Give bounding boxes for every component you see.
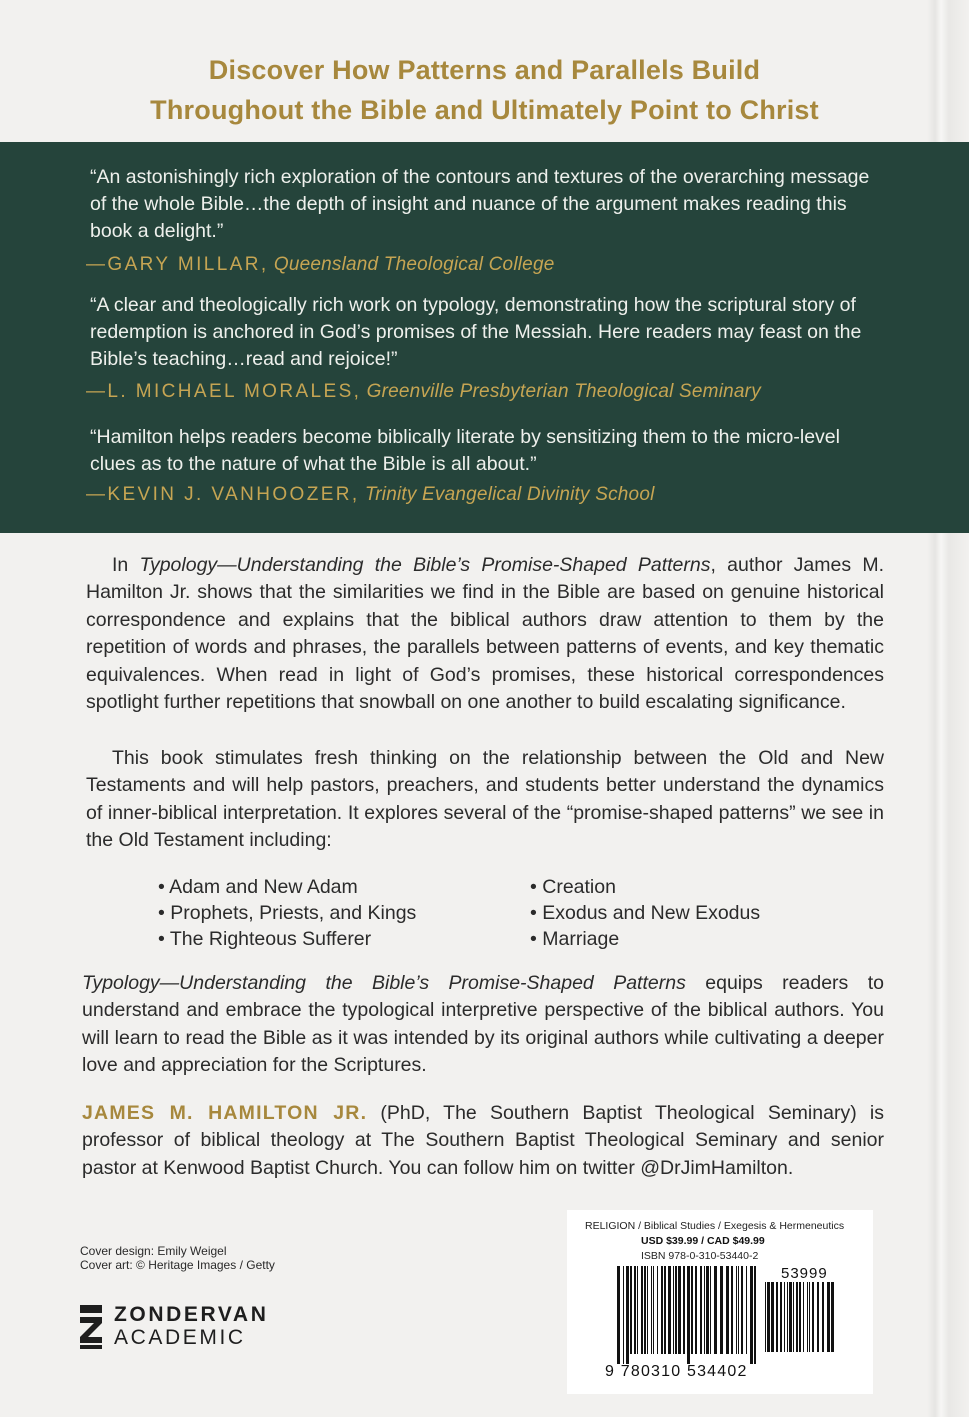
isbn: ISBN 978-0-310-53440-2: [641, 1250, 759, 1262]
cover-design-credit: Cover design: Emily Weigel: [80, 1244, 227, 1258]
barcode-label: [567, 1210, 873, 1394]
supplement-number: 53999: [781, 1265, 828, 1282]
description-paragraph-3: Typology—Understanding the Bible’s Promise-Shaped Patterns equips readers to understand and embrace the typological interpretive perspective of the biblical authors. You will learn to read the Bible as it was intended by its original authors while cultivating a deeper love and appreciation for the Scriptures.: [82, 972, 884, 1077]
pattern-list-column-1: [158, 874, 416, 952]
endorser-institution: Queensland Theological College: [273, 254, 555, 275]
endorsement-quote-3: “Hamilton helps readers become biblically literate by sensitizing them to the micro-level clues as to the nature of what the Bible is all about.”: [90, 426, 840, 475]
barcode-bars-icon: [617, 1266, 757, 1364]
list-item: • Creation: [530, 876, 616, 898]
endorsement-quote-1: “An astonishingly rich exploration of the contours and textures of the overarching message of the whole Bible…the depth of insight and nuance of the argument makes reading this book a delight.”: [90, 166, 870, 242]
bisac-category: RELIGION / Biblical Studies / Exegesis & Hermeneutics: [585, 1220, 845, 1232]
author-name: JAMES M. HAMILTON JR.: [82, 1102, 368, 1124]
book-title: Typology—Understanding the Bible’s Promise-Shaped Patterns: [82, 972, 686, 994]
author-bio: JAMES M. HAMILTON JR. (PhD, The Southern Baptist Theological Seminary) is professor of biblical theology at The Southern Baptist Theological Seminary and senior pastor at Kenwood Baptist Church. You can follow him on twitter @DrJimHamilton.: [82, 1102, 884, 1179]
endorser-name: —GARY MILLAR,: [86, 254, 269, 275]
supplement-barcode-icon: [765, 1282, 835, 1362]
pattern-list-column-2: [530, 874, 760, 952]
endorsement-attribution-1: [86, 252, 906, 278]
endorser-name: —L. MICHAEL MORALES,: [86, 381, 362, 402]
list-item: • Exodus and New Exodus: [530, 902, 761, 924]
list-item: • Prophets, Priests, and Kings: [158, 902, 417, 924]
headline-line-1: Discover How Patterns and Parallels Build: [208, 55, 761, 85]
list-item: • Adam and New Adam: [158, 876, 358, 898]
headline-line-2: Throughout the Bible and Ultimately Point to Christ: [150, 95, 819, 125]
endorsement-band: [0, 142, 969, 533]
publisher-name: ZONDERVAN ACADEMIC: [114, 1303, 269, 1349]
endorser-institution: Trinity Evangelical Divinity School: [364, 484, 655, 505]
endorsement-quote-2: “A clear and theologically rich work on typology, demonstrating how the scriptural story of redemption is anchored in God’s promises of the Messiah. Here readers may feast on the Bible’s teaching…read and rejoice!”: [90, 294, 862, 370]
book-title: Typology—Understanding the Bible’s Promise-Shaped Patterns: [139, 554, 711, 576]
description-paragraph-2: This book stimulates fresh thinking on the relationship between the Old and New Testaments and will help pastors, preachers, and students better understand the dynamics of inner-biblical interpretation. It explores several of the “promise-shaped patterns” we see in the Old Testament including:: [86, 747, 884, 852]
list-item: • Marriage: [530, 928, 620, 950]
headline: [0, 50, 969, 130]
ean-number: 9 780310 534402: [605, 1363, 748, 1380]
endorsement-attribution-2: [86, 379, 906, 405]
cover-credits: [80, 1244, 275, 1272]
endorser-name: —KEVIN J. VANHOOZER,: [86, 484, 360, 505]
list-item: • The Righteous Sufferer: [158, 928, 372, 950]
price: USD $39.99 / CAD $49.99: [641, 1235, 765, 1247]
zondervan-mark-icon: [80, 1305, 102, 1349]
cover-art-credit: Cover art: © Heritage Images / Getty: [80, 1258, 275, 1272]
description-paragraph-1: In Typology—Understanding the Bible’s Promise-Shaped Patterns, author James M. Hamilton Jr. shows that the similarities we find in the Bible are based on genuine historical correspondence and explains that the biblical authors draw attention to them by the repetition of words and phrases, the parallels between patterns of events, and key thematic equivalences. When read in light of God’s promises, these historical correspondences spotlight further repetitions that snowball on one another to build escalating significance.: [86, 554, 884, 714]
endorsement-attribution-3: [86, 482, 906, 508]
publisher-logo: [80, 1303, 320, 1351]
endorser-institution: Greenville Presbyterian Theological Seminary: [366, 381, 761, 402]
